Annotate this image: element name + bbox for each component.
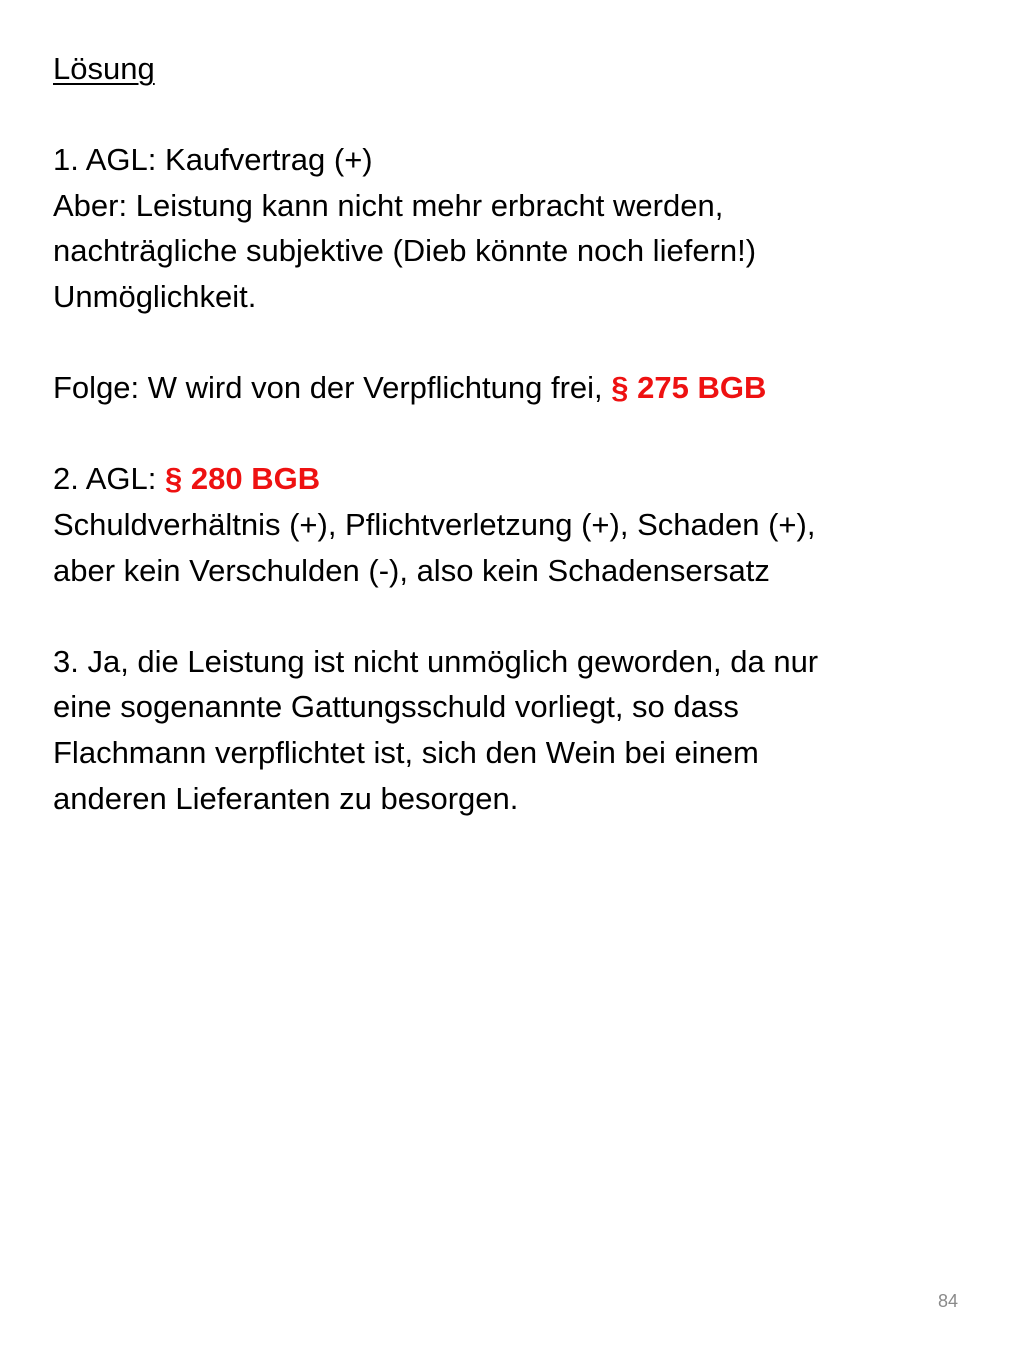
spacer: [53, 320, 983, 366]
section1-line-3: Unmöglichkeit.: [53, 278, 257, 314]
legal-reference-280: § 280 BGB: [165, 461, 321, 497]
consequence-text: Folge: W wird von der Verpflichtung frei,: [53, 370, 612, 406]
slide-content: [53, 46, 983, 821]
page-number: 84: [937, 1291, 958, 1311]
section2-heading: [53, 456, 983, 502]
spacer: [53, 593, 983, 639]
page-title: Lösung: [53, 51, 155, 86]
section3-line-4: anderen Lieferanten zu besorgen.: [53, 780, 519, 816]
legal-reference-275: § 275 BGB: [611, 370, 767, 406]
section3-line-1: 3. Ja, die Leistung ist nicht unmöglich geworden, da nur: [53, 643, 819, 679]
spacer: [53, 411, 983, 457]
section3-line-2: eine sogenannte Gattungsschuld vorliegt, so dass: [53, 689, 739, 725]
section2-heading-prefix: 2. AGL:: [53, 461, 166, 497]
consequence-line: [53, 365, 983, 411]
section1-line-2: nachträgliche subjektive (Dieb könnte noch liefern!): [53, 233, 757, 269]
spacer: [53, 92, 983, 138]
section3-line-3: Flachmann verpflichtet ist, sich den Wein bei einem: [53, 734, 759, 770]
section2-line-2: aber kein Verschulden (-), also kein Schadensersatz: [53, 552, 770, 588]
section1-heading: 1. AGL: Kaufvertrag (+): [53, 142, 373, 178]
section2-line-1: Schuldverhältnis (+), Pflichtverletzung (+), Schaden (+),: [53, 506, 816, 542]
section1-line-1: Aber: Leistung kann nicht mehr erbracht werden,: [53, 187, 724, 223]
